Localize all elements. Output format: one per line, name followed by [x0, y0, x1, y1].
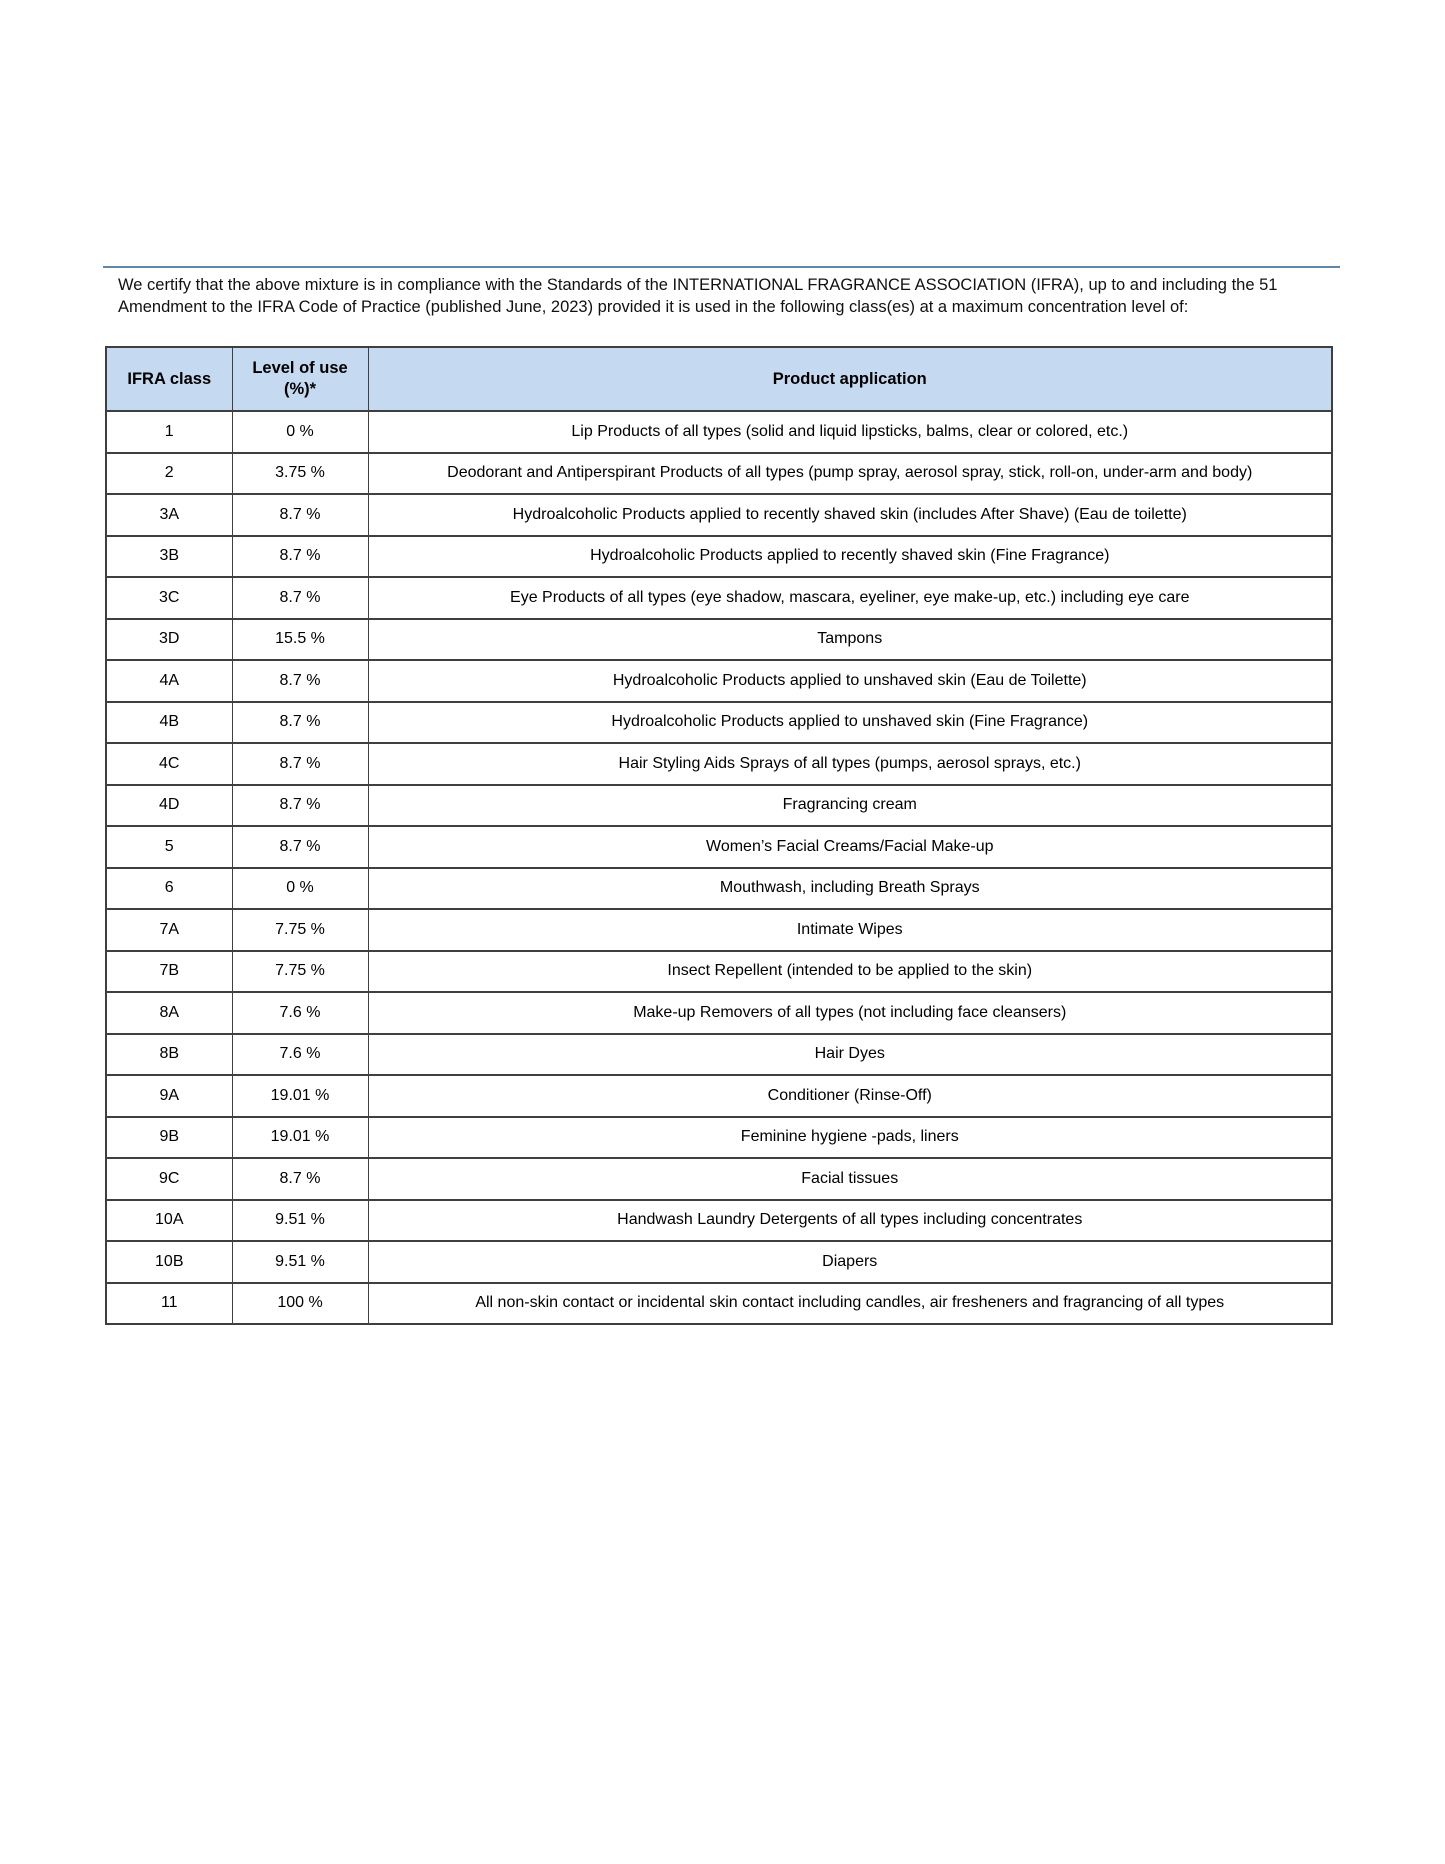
ifra-class-table — [105, 346, 1333, 1325]
level-of-use-cell: 9.51 % — [232, 1241, 368, 1283]
ifra-class-cell: 5 — [106, 826, 232, 868]
product-application-cell: Handwash Laundry Detergents of all types including concentrates — [368, 1200, 1332, 1242]
product-application-cell: Hydroalcoholic Products applied to unshaved skin (Eau de Toilette) — [368, 660, 1332, 702]
ifra-class-cell: 3B — [106, 536, 232, 578]
level-of-use-cell: 8.7 % — [232, 702, 368, 744]
ifra-class-cell: 9C — [106, 1158, 232, 1200]
ifra-class-cell: 10A — [106, 1200, 232, 1242]
table-row — [106, 702, 1332, 744]
table-row — [106, 494, 1332, 536]
table-row — [106, 1158, 1332, 1200]
product-application-cell: Intimate Wipes — [368, 909, 1332, 951]
ifra-class-cell: 4C — [106, 743, 232, 785]
product-application-cell: Fragrancing cream — [368, 785, 1332, 827]
ifra-class-cell: 7B — [106, 951, 232, 993]
table-row — [106, 992, 1332, 1034]
level-of-use-cell: 7.75 % — [232, 951, 368, 993]
ifra-class-cell: 1 — [106, 411, 232, 453]
ifra-class-cell: 9B — [106, 1117, 232, 1159]
product-application-cell: Facial tissues — [368, 1158, 1332, 1200]
ifra-class-cell: 4D — [106, 785, 232, 827]
table-row — [106, 1075, 1332, 1117]
ifra-class-cell: 11 — [106, 1283, 232, 1325]
ifra-class-cell: 6 — [106, 868, 232, 910]
table-row — [106, 951, 1332, 993]
product-application-cell: Women’s Facial Creams/Facial Make-up — [368, 826, 1332, 868]
table-row — [106, 1117, 1332, 1159]
header-level-of-use: Level of use (%)* — [232, 347, 368, 411]
level-of-use-cell: 8.7 % — [232, 577, 368, 619]
product-application-cell: Hair Styling Aids Sprays of all types (pumps, aerosol sprays, etc.) — [368, 743, 1332, 785]
level-of-use-cell: 19.01 % — [232, 1117, 368, 1159]
ifra-class-cell: 10B — [106, 1241, 232, 1283]
level-of-use-cell: 0 % — [232, 868, 368, 910]
level-of-use-cell: 0 % — [232, 411, 368, 453]
table-row — [106, 619, 1332, 661]
ifra-class-cell: 8B — [106, 1034, 232, 1076]
table-row — [106, 660, 1332, 702]
table-row — [106, 785, 1332, 827]
ifra-class-cell: 7A — [106, 909, 232, 951]
ifra-class-cell: 9A — [106, 1075, 232, 1117]
level-of-use-cell: 3.75 % — [232, 453, 368, 495]
product-application-cell: Tampons — [368, 619, 1332, 661]
table-row — [106, 743, 1332, 785]
level-of-use-cell: 7.75 % — [232, 909, 368, 951]
level-of-use-cell: 15.5 % — [232, 619, 368, 661]
table-row — [106, 1200, 1332, 1242]
product-application-cell: Insect Repellent (intended to be applied to the skin) — [368, 951, 1332, 993]
level-of-use-cell: 7.6 % — [232, 992, 368, 1034]
level-of-use-cell: 8.7 % — [232, 494, 368, 536]
level-of-use-cell: 8.7 % — [232, 743, 368, 785]
level-of-use-cell: 8.7 % — [232, 785, 368, 827]
table-row — [106, 909, 1332, 951]
table-row — [106, 411, 1332, 453]
table-row — [106, 1034, 1332, 1076]
product-application-cell: Conditioner (Rinse-Off) — [368, 1075, 1332, 1117]
level-of-use-cell: 8.7 % — [232, 826, 368, 868]
table-row — [106, 453, 1332, 495]
table-row — [106, 868, 1332, 910]
product-application-cell: Deodorant and Antiperspirant Products of all types (pump spray, aerosol spray, stick, roll-on, under-arm and body) — [368, 453, 1332, 495]
level-of-use-cell: 100 % — [232, 1283, 368, 1325]
product-application-cell: Feminine hygiene -pads, liners — [368, 1117, 1332, 1159]
table-row — [106, 1241, 1332, 1283]
table-row — [106, 1283, 1332, 1325]
level-of-use-cell: 9.51 % — [232, 1200, 368, 1242]
product-application-cell: Mouthwash, including Breath Sprays — [368, 868, 1332, 910]
table-row — [106, 826, 1332, 868]
header-product-application: Product application — [368, 347, 1332, 411]
ifra-class-cell: 4A — [106, 660, 232, 702]
table-header-row — [106, 347, 1332, 411]
ifra-class-cell: 2 — [106, 453, 232, 495]
product-application-cell: Eye Products of all types (eye shadow, mascara, eyeliner, eye make-up, etc.) including eye care — [368, 577, 1332, 619]
ifra-class-cell: 3C — [106, 577, 232, 619]
section-divider-line — [103, 266, 1340, 268]
ifra-class-cell: 4B — [106, 702, 232, 744]
ifra-class-cell: 3A — [106, 494, 232, 536]
ifra-class-cell: 8A — [106, 992, 232, 1034]
header-ifra-class: IFRA class — [106, 347, 232, 411]
product-application-cell: Make-up Removers of all types (not including face cleansers) — [368, 992, 1332, 1034]
product-application-cell: All non-skin contact or incidental skin contact including candles, air fresheners and fragrancing of all types — [368, 1283, 1332, 1325]
level-of-use-cell: 19.01 % — [232, 1075, 368, 1117]
level-of-use-cell: 8.7 % — [232, 536, 368, 578]
level-of-use-cell: 7.6 % — [232, 1034, 368, 1076]
product-application-cell: Diapers — [368, 1241, 1332, 1283]
level-of-use-cell: 8.7 % — [232, 660, 368, 702]
level-of-use-cell: 8.7 % — [232, 1158, 368, 1200]
product-application-cell: Hydroalcoholic Products applied to recently shaved skin (includes After Shave) (Eau de toilette) — [368, 494, 1332, 536]
product-application-cell: Hydroalcoholic Products applied to unshaved skin (Fine Fragrance) — [368, 702, 1332, 744]
product-application-cell: Hair Dyes — [368, 1034, 1332, 1076]
certification-statement: We certify that the above mixture is in compliance with the Standards of the INTERNATIONAL FRAGRANCE ASSOCIATION (IFRA), up to and including the 51 Amendment to the IFRA Code of Practice (published June, 2023) provided it is used in the following class(es) at a maximum concentration level of: — [118, 276, 1278, 316]
product-application-cell: Lip Products of all types (solid and liquid lipsticks, balms, clear or colored, etc.) — [368, 411, 1332, 453]
product-application-cell: Hydroalcoholic Products applied to recently shaved skin (Fine Fragrance) — [368, 536, 1332, 578]
table-row — [106, 577, 1332, 619]
ifra-class-cell: 3D — [106, 619, 232, 661]
table-row — [106, 536, 1332, 578]
